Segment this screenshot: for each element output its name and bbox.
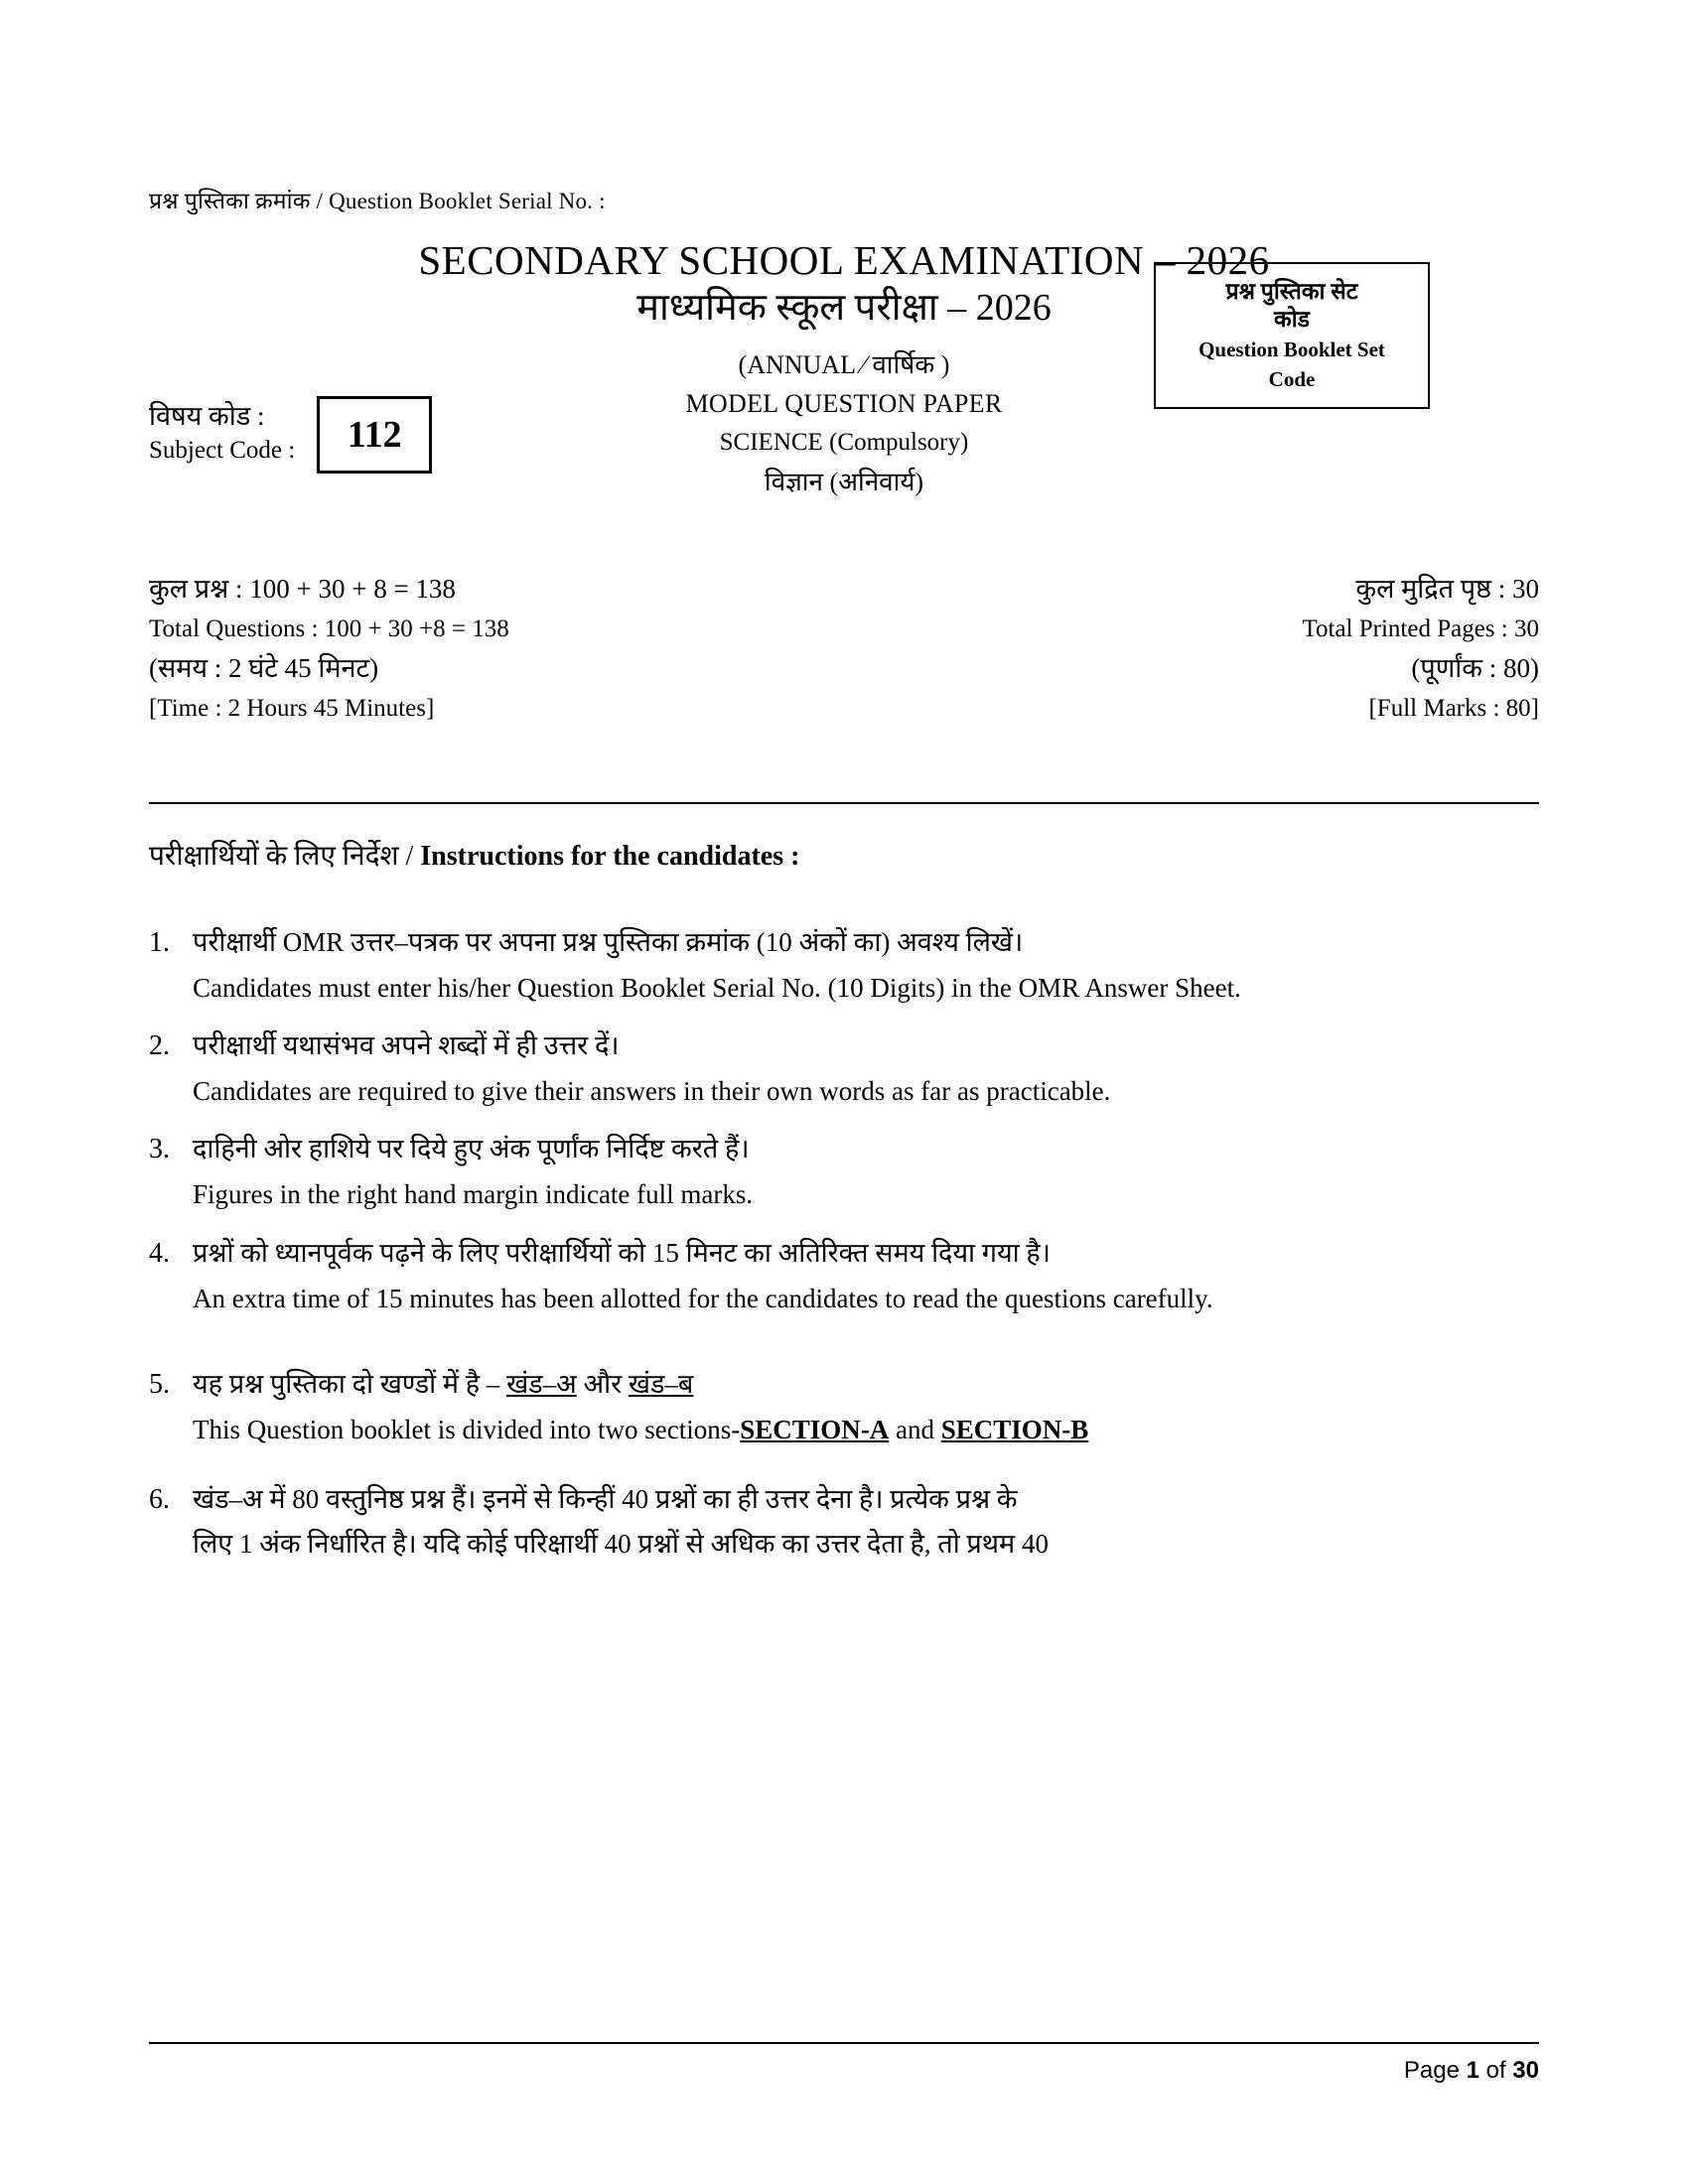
set-code-label-english-line2: Code [1268,366,1316,391]
total-questions-hindi: कुल प्रश्न : 100 + 30 + 8 = 138 [149,574,456,604]
exam-center-details [566,345,1122,501]
instruction-text-english: Candidates must enter his/her Question Booklet Serial No. (10 Digits) in the OMR Answer Sheet. [193,973,1241,1004]
instruction-number: 5. [149,1368,170,1400]
instruction-6-text-hindi-line1: खंड–अ में 80 वस्तुनिष्ठ प्रश्न हैं। इनमें से किन्हीं 40 प्रश्नों का ही उत्तर देना है। प्रत्येक प्रश्न के [193,1483,1018,1514]
instruction-text-english: An extra time of 15 minutes has been allotted for the candidates to read the questions carefully. [193,1283,1213,1313]
subject-code-value-box: 112 [317,396,432,474]
totals-row-questions-english [149,616,1539,641]
page-title-english: SECONDARY SCHOOL EXAMINATION – 2026 [418,237,1270,283]
instruction-number: 1. [149,927,170,958]
section-b-label-hindi: खंड–ब [628,1368,694,1399]
full-marks-hindi: (पूर्णांक : 80) [1411,653,1539,683]
instruction-number: 2. [149,1030,170,1062]
instruction-5-english-prefix: This Question booklet is divided into two sections- [193,1414,741,1444]
section-a-label-english: SECTION-A [740,1414,890,1444]
subject-code-label-hindi: विषय कोड : [149,400,265,431]
header-block [149,238,1539,566]
instruction-item-5 [149,1365,1539,1450]
subject-code-group [149,392,432,474]
total-questions-english: Total Questions : 100 + 30 +8 = 138 [149,615,509,642]
subject-name-english: SCIENCE (Compulsory) [719,429,969,457]
set-code-label-hindi-line2: कोड [1274,307,1310,333]
instruction-item-3 [149,1130,1539,1215]
footer-page-middle: of [1478,2057,1513,2084]
instructions-heading [149,836,799,874]
footer-page-prefix: Page [1403,2057,1467,2084]
question-booklet-set-code-box[interactable] [1154,262,1430,409]
total-printed-pages-hindi: कुल मुद्रित पृष्ठ : 30 [1355,574,1539,604]
footer-page-number: 1 [1466,2057,1479,2084]
totals-row-time-hindi [149,655,1539,682]
model-question-paper-label: MODEL QUESTION PAPER [685,389,1003,418]
instruction-text-hindi: परीक्षार्थी OMR उत्तर–पत्रक पर अपना प्रश्न पुस्तिका क्रमांक (10 अंकों का) अवश्य लिखें। [193,927,1024,957]
instruction-text-english: Candidates are required to give their answers in their own words as far as practicable. [193,1076,1111,1107]
instruction-item-6 [149,1480,1539,1570]
exam-mode-label: (ANNUAL ⁄ वार्षिक ) [738,350,950,379]
instructions-list [149,923,1539,1587]
instruction-item-4 [149,1234,1539,1319]
footer-page-total: 30 [1512,2057,1539,2084]
instruction-number: 6. [149,1483,170,1515]
total-printed-pages-english: Total Printed Pages : 30 [1302,615,1539,642]
instructions-heading-hindi: परीक्षार्थियों के लिए निर्देश / [149,841,421,872]
section-a-label-hindi: खंड–अ [506,1368,577,1399]
exam-time-english: [Time : 2 Hours 45 Minutes] [149,695,435,722]
exam-time-hindi: (समय : 2 घंटे 45 मिनट) [149,653,379,683]
instruction-text-hindi: दाहिनी ओर हाशिये पर दिये हुए अंक पूर्णांक निर्दिष्ट करते हैं। [193,1134,750,1164]
set-code-label-hindi-line1: प्रश्न पुस्तिका सेट [1225,279,1358,304]
footer-divider [149,2042,1539,2044]
instruction-item-2 [149,1026,1539,1112]
instruction-item-1 [149,923,1539,1009]
header-divider [149,802,1539,804]
instruction-5-text-english [193,1410,1539,1450]
totals-row-questions-hindi [149,576,1539,603]
instruction-number: 3. [149,1134,170,1165]
page-title-hindi: माध्यमिक स्कूल परीक्षा – 2026 [636,286,1052,329]
instruction-5-english-conjunction: and [889,1414,941,1444]
instruction-text-hindi: प्रश्नों को ध्यानपूर्वक पढ़ने के लिए परीक्षार्थियों को 15 मिनट का अतिरिक्त समय दिया गया है। [193,1237,1051,1268]
instructions-heading-english: Instructions for the candidates : [420,841,800,872]
set-code-label-english-line1: Question Booklet Set [1198,338,1385,362]
totals-row-time-english [149,696,1539,721]
instruction-5-hindi-prefix: यह प्रश्न पुस्तिका दो खण्डों में है – [193,1368,507,1399]
section-b-label-english: SECTION-B [940,1414,1089,1444]
instruction-5-text-hindi [193,1365,1539,1404]
question-booklet-serial-label: प्रश्न पुस्तिका क्रमांक / Question Booklet Serial No. : [149,189,606,213]
instruction-text-english: Figures in the right hand margin indicate full marks. [193,1179,754,1210]
subject-code-label-english: Subject Code : [149,437,296,465]
subject-code-labels [149,398,295,468]
instruction-6-text-hindi-line2: लिए 1 अंक निर्धारित है। यदि कोई परिक्षार्थी 40 प्रश्नों से अधिक का उत्तर देता है, तो प्रथम 40 [193,1529,1049,1559]
exam-totals-block [149,576,1539,721]
instruction-text-hindi: परीक्षार्थी यथासंभव अपने शब्दों में ही उत्तर दें। [193,1030,620,1061]
page-footer [149,2057,1539,2085]
instruction-5-hindi-conjunction: और [576,1368,629,1399]
full-marks-english: [Full Marks : 80] [1368,695,1539,722]
subject-name-hindi: विज्ञान (अनिवार्य) [764,468,924,497]
instruction-number: 4. [149,1237,170,1269]
